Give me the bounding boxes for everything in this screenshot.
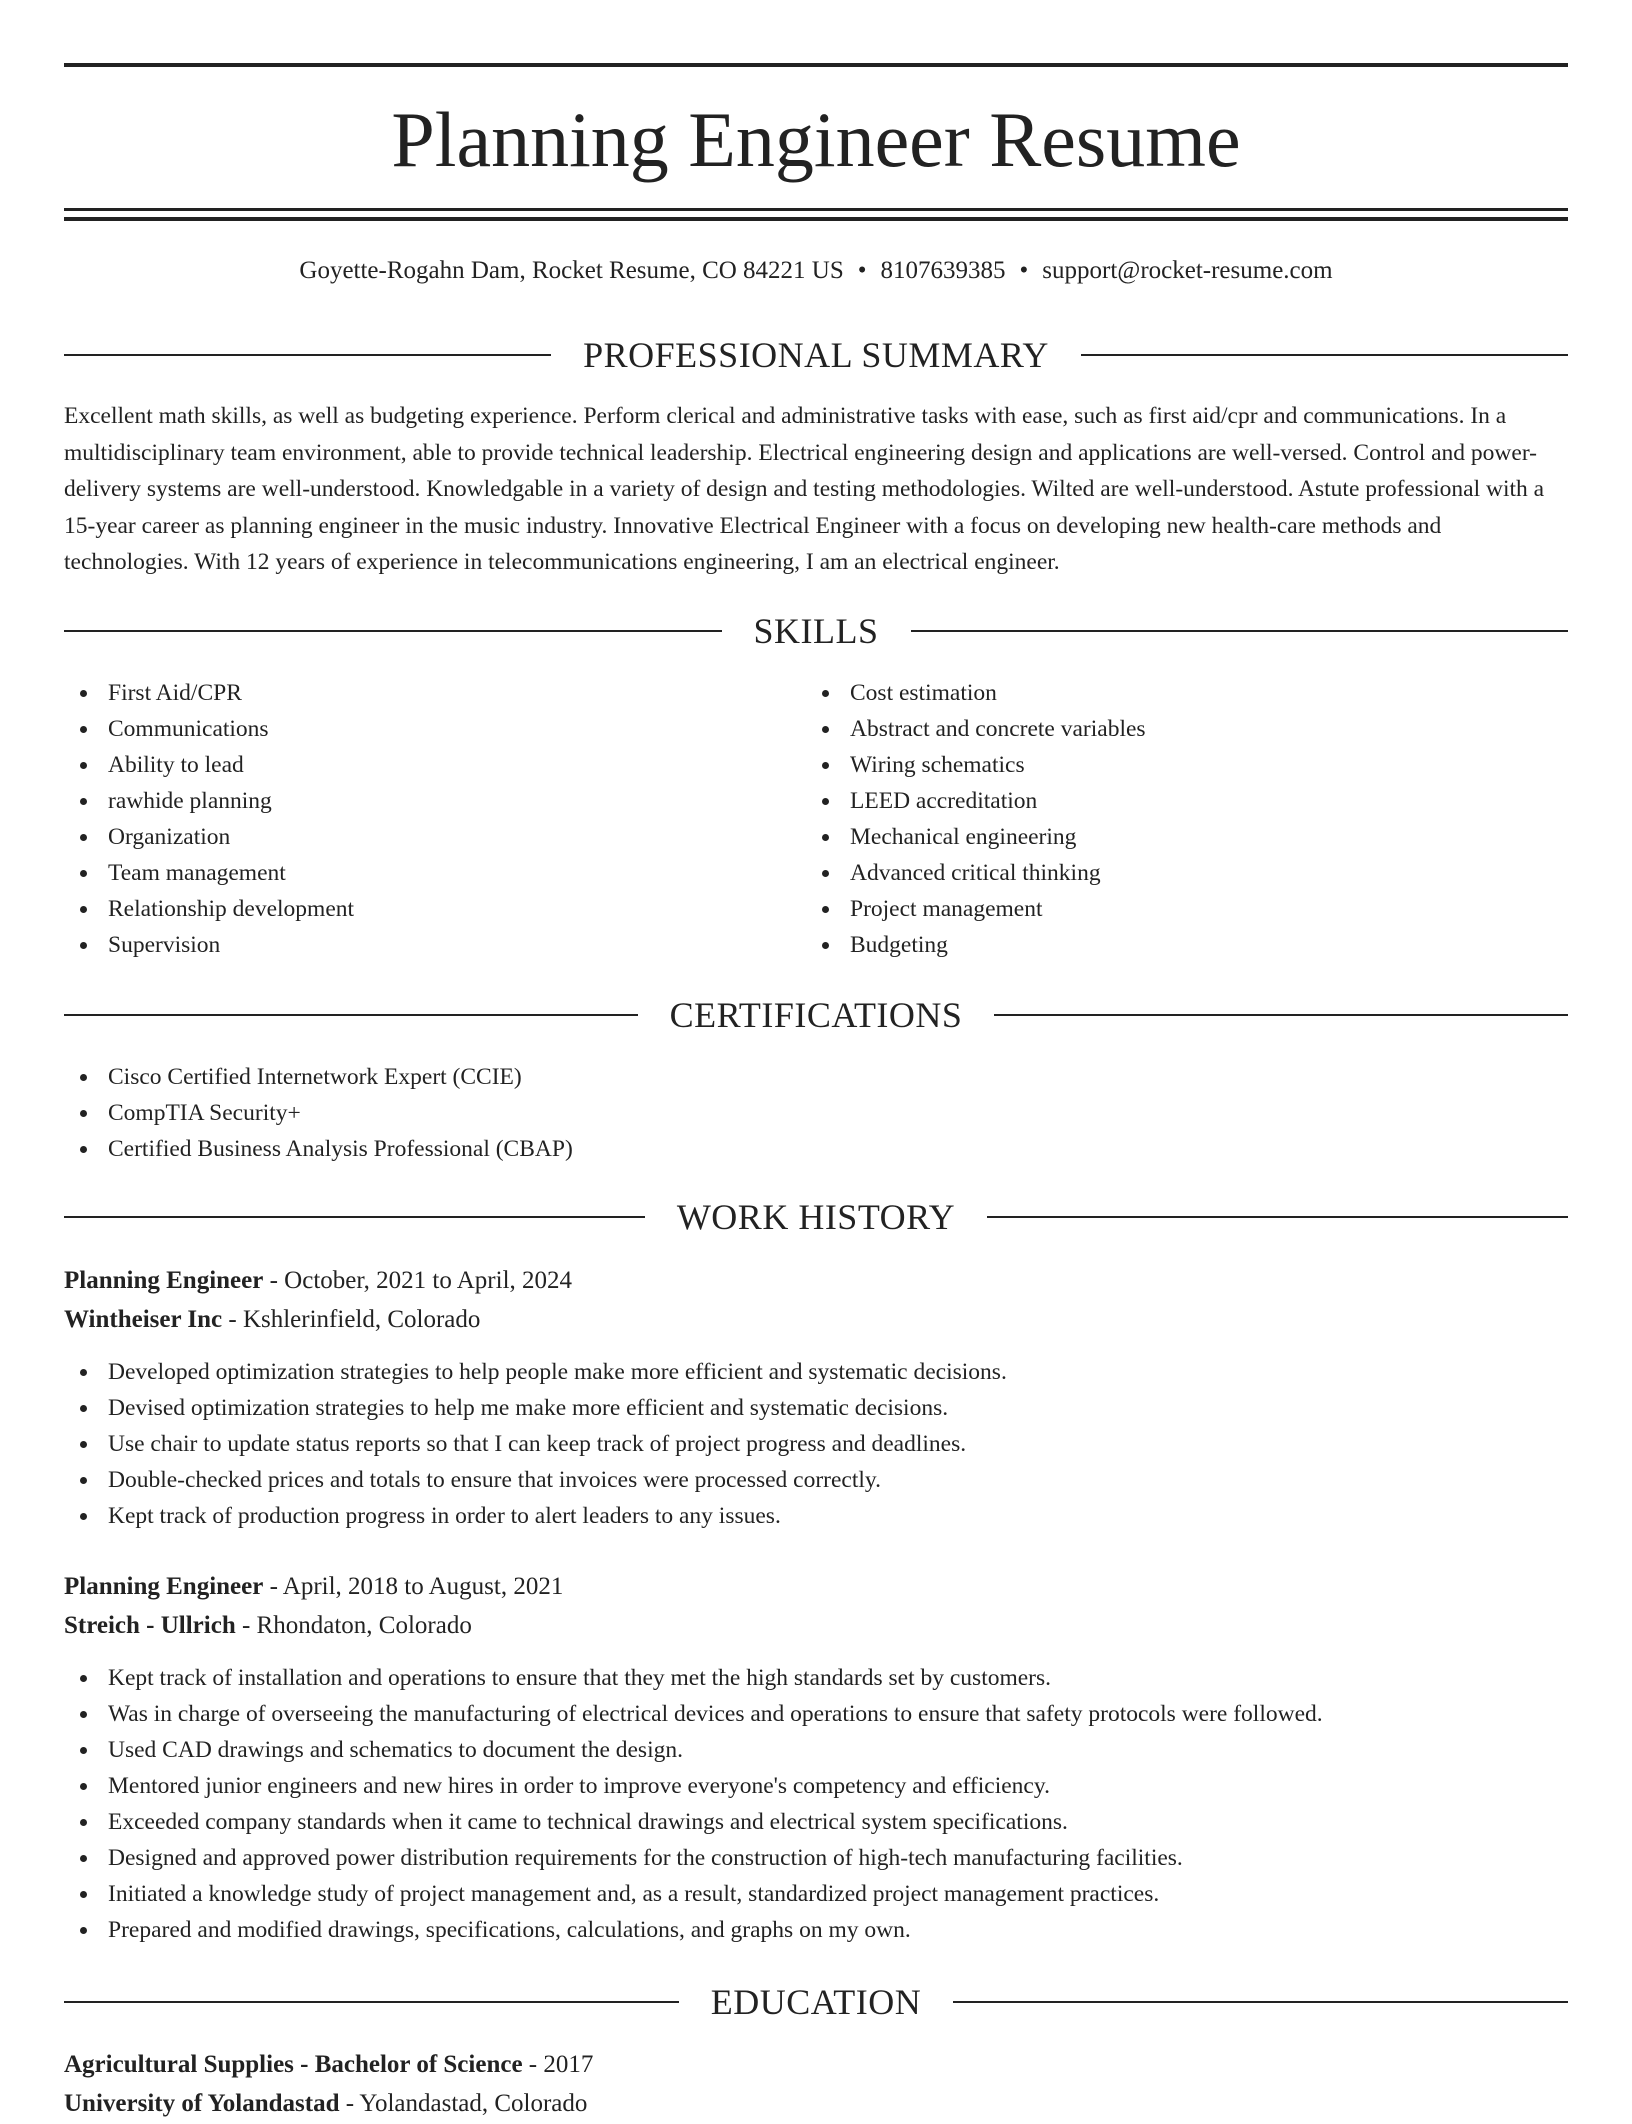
certification-item: CompTIA Security+: [64, 1095, 573, 1131]
skill-item: Ability to lead: [64, 747, 354, 783]
professional-summary-text: Excellent math skills, as well as budgeting experience. Perform clerical and administrative tasks with ease, such as first aid/cpr and communications. In a multidisciplinary team environment, able to provide technical leadership. Electrical engineering design and applications are well-versed. Control and power-delivery systems are well-understood. Knowledgable in a variety of design and testing methodologies. Wilted are well-understood. Astute professional with a 15-year career as planning engineer in the music industry. Innovative Electrical Engineer with a focus on developing new health-care methods and technologies. With 12 years of experience in telecommunications engineering, I am an electrical engineer.: [64, 403, 1545, 575]
resume-title: Planning Engineer Resume: [391, 96, 1241, 183]
job-bullet: Double-checked prices and totals to ensure that invoices were processed correctly.: [64, 1462, 1007, 1498]
job-company-line: [64, 1300, 480, 1340]
top-rule: [64, 63, 1568, 67]
job-title-line: [64, 1261, 572, 1301]
section-header-education: [64, 1977, 1568, 2027]
job-bullet: Prepared and modified drawings, specifications, calculations, and graphs on my own.: [64, 1912, 1323, 1948]
education-school-line: [64, 2084, 587, 2124]
job-bullet: Kept track of production progress in order to alert leaders to any issues.: [64, 1498, 1007, 1534]
education-year: - 2017: [522, 2051, 594, 2078]
job-bullet: Developed optimization strategies to help people make more efficient and systematic decisions.: [64, 1354, 1007, 1390]
job-bullet: Designed and approved power distribution requirements for the construction of high-tech manufacturing facilities.: [64, 1840, 1323, 1876]
education-location: - Yolandastad, Colorado: [339, 2090, 588, 2117]
job-location: - Kshlerinfield, Colorado: [222, 1306, 481, 1333]
job-company: Wintheiser Inc: [64, 1306, 223, 1333]
job-company: Streich - Ullrich: [64, 1612, 236, 1639]
job-bullet: Exceeded company standards when it came to technical drawings and electrical system specifications.: [64, 1804, 1323, 1840]
skill-item: Cost estimation: [806, 675, 1146, 711]
skill-item: rawhide planning: [64, 783, 354, 819]
contact-line: [64, 254, 1568, 288]
certifications-list: [64, 1059, 573, 1167]
contact-address: Goyette-Rogahn Dam, Rocket Resume, CO 84221 US: [299, 257, 844, 284]
job-location: - Rhondaton, Colorado: [235, 1612, 472, 1639]
skill-item: Relationship development: [64, 891, 354, 927]
skill-item: Mechanical engineering: [806, 819, 1146, 855]
contact-separator: •: [1019, 257, 1029, 284]
education-degree: Agricultural Supplies - Bachelor of Science: [64, 2051, 523, 2078]
job-title: Planning Engineer: [64, 1267, 264, 1294]
skill-item: Wiring schematics: [806, 747, 1146, 783]
section-header-skills: [64, 606, 1568, 656]
section-title-work-history: WORK HISTORY: [676, 1197, 956, 1237]
skill-item: Abstract and concrete variables: [806, 711, 1146, 747]
section-title-summary: PROFESSIONAL SUMMARY: [583, 335, 1049, 375]
skill-item: Supervision: [64, 927, 354, 963]
skill-item: First Aid/CPR: [64, 675, 354, 711]
section-header-summary: [64, 330, 1568, 380]
skills-list-right: [806, 675, 1146, 963]
certification-item: Certified Business Analysis Professional (CBAP): [64, 1131, 573, 1167]
skill-item: Project management: [806, 891, 1146, 927]
job-bullet: Used CAD drawings and schematics to document the design.: [64, 1732, 1323, 1768]
section-header-work-history: [64, 1192, 1568, 1242]
skill-item: Budgeting: [806, 927, 1146, 963]
job-title: Planning Engineer: [64, 1573, 264, 1600]
skill-item: Communications: [64, 711, 354, 747]
section-title-certifications: CERTIFICATIONS: [669, 995, 963, 1035]
job-bullets: [64, 1660, 1323, 1948]
job-company-line: [64, 1606, 472, 1646]
job-bullet: Mentored junior engineers and new hires in order to improve everyone's competency and efficiency.: [64, 1768, 1323, 1804]
job-bullet: Was in charge of overseeing the manufacturing of electrical devices and operations to ensure that safety protocols were followed.: [64, 1696, 1323, 1732]
skill-item: LEED accreditation: [806, 783, 1146, 819]
job-title-line: [64, 1567, 563, 1607]
education-degree-line: [64, 2045, 593, 2085]
job-bullets: [64, 1354, 1007, 1534]
skill-item: Organization: [64, 819, 354, 855]
contact-phone: 8107639385: [880, 257, 1006, 284]
certification-item: Cisco Certified Internetwork Expert (CCIE): [64, 1059, 573, 1095]
title-double-rule: [64, 208, 1568, 221]
job-bullet: Devised optimization strategies to help me make more efficient and systematic decisions.: [64, 1390, 1007, 1426]
job-dates: - April, 2018 to August, 2021: [263, 1573, 564, 1600]
skill-item: Advanced critical thinking: [806, 855, 1146, 891]
job-dates: - October, 2021 to April, 2024: [263, 1267, 573, 1294]
job-bullet: Initiated a knowledge study of project management and, as a result, standardized project management practices.: [64, 1876, 1323, 1912]
section-header-certifications: [64, 990, 1568, 1040]
skill-item: Team management: [64, 855, 354, 891]
job-bullet: Kept track of installation and operations to ensure that they met the high standards set by customers.: [64, 1660, 1323, 1696]
section-title-education: EDUCATION: [710, 1982, 922, 2022]
education-school: University of Yolandastad: [64, 2090, 340, 2117]
section-title-skills: SKILLS: [753, 611, 879, 651]
job-bullet: Use chair to update status reports so that I can keep track of project progress and deadlines.: [64, 1426, 1007, 1462]
contact-separator: •: [857, 257, 867, 284]
contact-email: support@rocket-resume.com: [1042, 257, 1333, 284]
skills-list-left: [64, 675, 354, 963]
